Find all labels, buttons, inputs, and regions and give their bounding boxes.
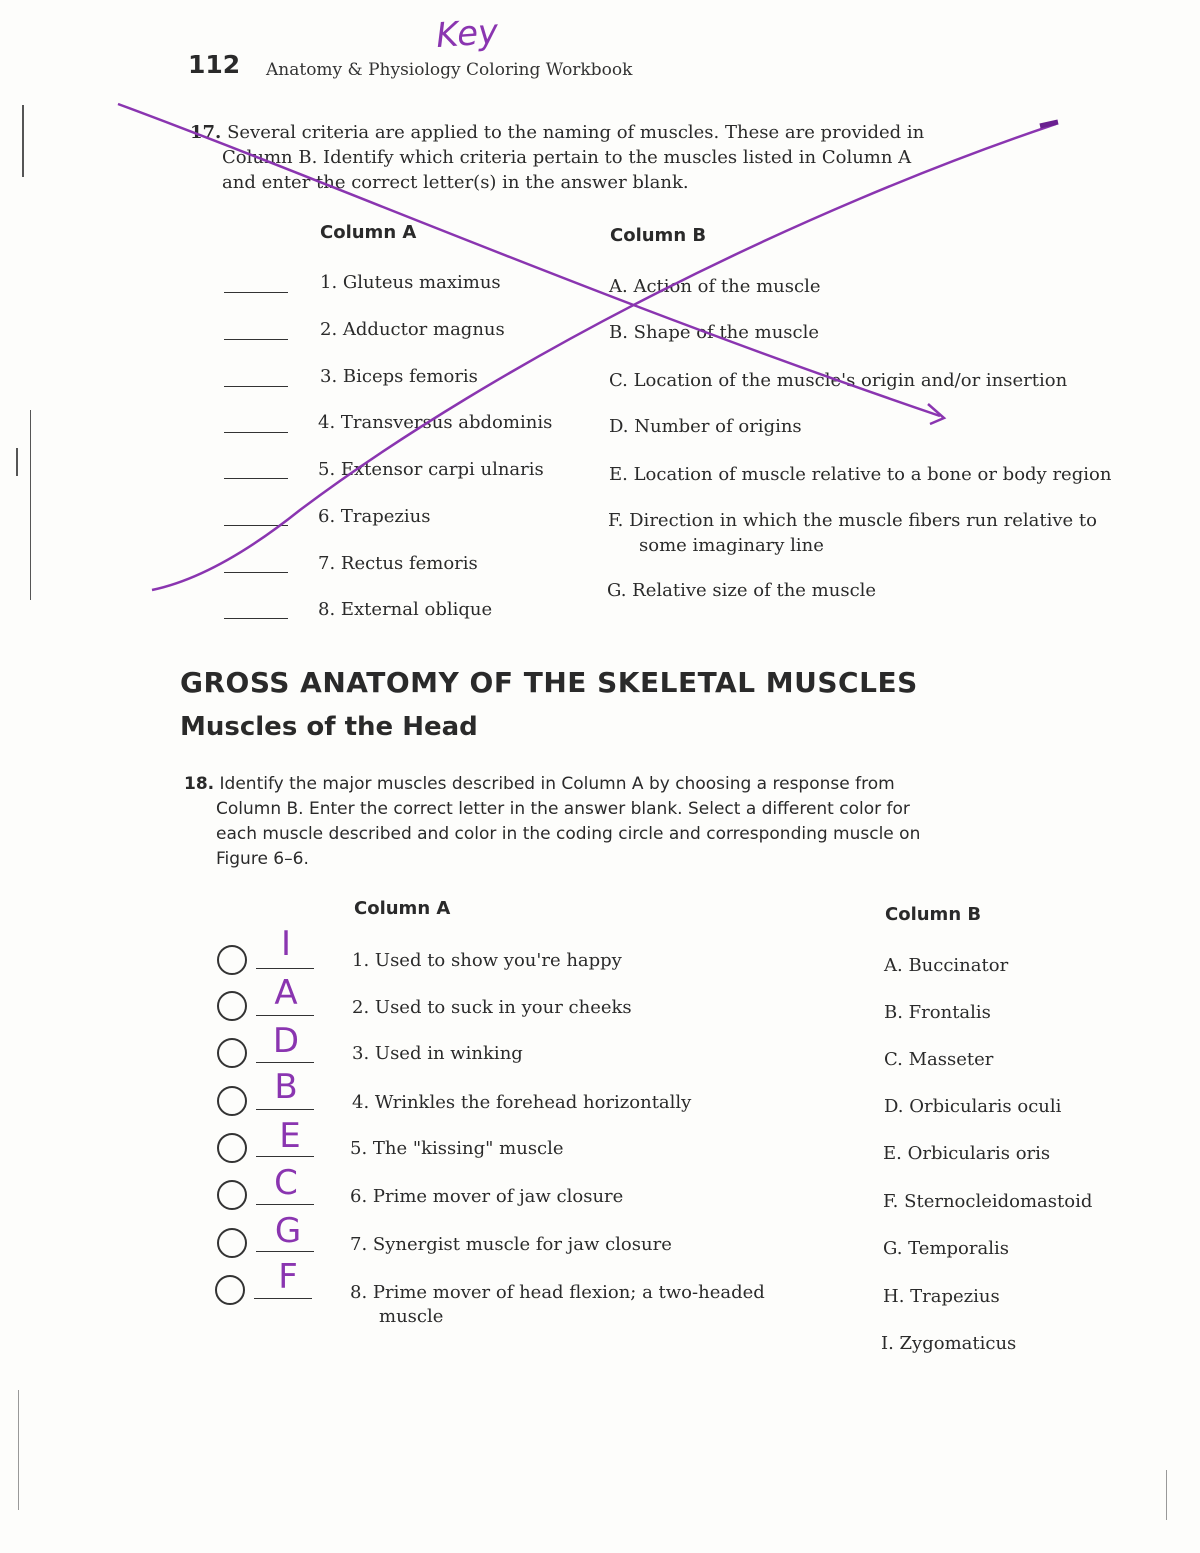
q17-item: 3. Biceps femoris xyxy=(320,366,478,387)
q17-criterion: F. Direction in which the muscle fibers run relative to xyxy=(608,510,1097,531)
handwritten-key-note: Key xyxy=(434,11,500,57)
handwritten-answer: C xyxy=(274,1163,298,1203)
q17-column-a-heading: Column A xyxy=(320,222,417,243)
q18-description: 8. Prime mover of head flexion; a two-headed xyxy=(350,1282,765,1303)
q18-column-a-heading: Column A xyxy=(354,898,451,919)
handwritten-answer: F xyxy=(278,1257,298,1297)
q17-criterion: D. Number of origins xyxy=(609,416,802,437)
question-17-text: Several criteria are applied to the naming of muscles. These are provided in Column B. Identify which criteria pertain to the muscles listed in Column A and enter the correct letter(s) in the answer blank. xyxy=(222,122,925,193)
q18-muscle-option: I. Zygomaticus xyxy=(881,1333,1017,1354)
q18-description: 7. Synergist muscle for jaw closure xyxy=(350,1234,672,1255)
cross-out-stroke-a xyxy=(118,104,940,416)
handwritten-answer: E xyxy=(279,1116,301,1156)
section-subtitle: Muscles of the Head xyxy=(180,712,478,742)
q17-criterion: E. Location of muscle relative to a bone or body region xyxy=(609,464,1112,485)
q18-column-b-heading: Column B xyxy=(885,904,982,925)
q18-description-continued: muscle xyxy=(379,1306,444,1327)
q18-description: 2. Used to suck in your cheeks xyxy=(352,997,632,1018)
q17-item: 7. Rectus femoris xyxy=(318,553,478,574)
q17-item: 4. Transversus abdominis xyxy=(318,412,553,433)
q18-description: 4. Wrinkles the forehead horizontally xyxy=(352,1092,692,1113)
q17-criterion: B. Shape of the muscle xyxy=(609,322,820,343)
q17-criterion: A. Action of the muscle xyxy=(609,276,821,297)
page-number: 112 xyxy=(188,50,241,79)
book-title: Anatomy & Physiology Coloring Workbook xyxy=(266,60,633,80)
q17-criterion: C. Location of the muscle's origin and/or insertion xyxy=(609,370,1068,391)
q18-muscle-option: H. Trapezius xyxy=(883,1286,1000,1307)
q18-muscle-option: D. Orbicularis oculi xyxy=(884,1096,1062,1117)
q18-description: 6. Prime mover of jaw closure xyxy=(350,1186,624,1207)
q17-item: 8. External oblique xyxy=(318,599,493,620)
q17-item: 1. Gluteus maximus xyxy=(320,272,501,293)
q18-description: 3. Used in winking xyxy=(352,1043,523,1064)
q17-criterion-continued: some imaginary line xyxy=(639,535,824,556)
section-title: GROSS ANATOMY OF THE SKELETAL MUSCLES xyxy=(180,666,918,699)
cross-out-stroke-b xyxy=(152,124,1056,590)
q18-description: 5. The "kissing" muscle xyxy=(350,1138,564,1159)
q18-muscle-option: F. Sternocleidomastoid xyxy=(883,1191,1093,1212)
q17-item: 5. Extensor carpi ulnaris xyxy=(318,459,544,480)
q18-muscle-option: G. Temporalis xyxy=(883,1238,1009,1259)
question-17-number: 17. xyxy=(190,122,222,143)
q17-item: 6. Trapezius xyxy=(318,506,431,527)
q18-description: 1. Used to show you're happy xyxy=(352,950,622,971)
question-18-number: 18. xyxy=(184,774,215,794)
handwritten-answer: I xyxy=(280,924,292,964)
q18-muscle-option: B. Frontalis xyxy=(884,1002,991,1023)
handwritten-answer: B xyxy=(274,1067,298,1107)
q17-item: 2. Adductor magnus xyxy=(320,319,505,340)
handwritten-answer: A xyxy=(274,973,298,1013)
q17-criterion: G. Relative size of the muscle xyxy=(607,580,877,601)
q18-muscle-option: E. Orbicularis oris xyxy=(883,1143,1051,1164)
question-18-text: Identify the major muscles described in Column A by choosing a response from Column B. Enter the correct letter in the answer blank. Select a different color for each muscle described and color in the coding circle and corresponding muscle on Figure 6–6. xyxy=(216,774,921,869)
handwritten-answer: D xyxy=(272,1021,300,1061)
q18-muscle-option: A. Buccinator xyxy=(884,955,1009,976)
handwritten-answer: G xyxy=(274,1211,302,1251)
q17-column-b-heading: Column B xyxy=(610,225,707,246)
q18-muscle-option: C. Masseter xyxy=(884,1049,994,1070)
